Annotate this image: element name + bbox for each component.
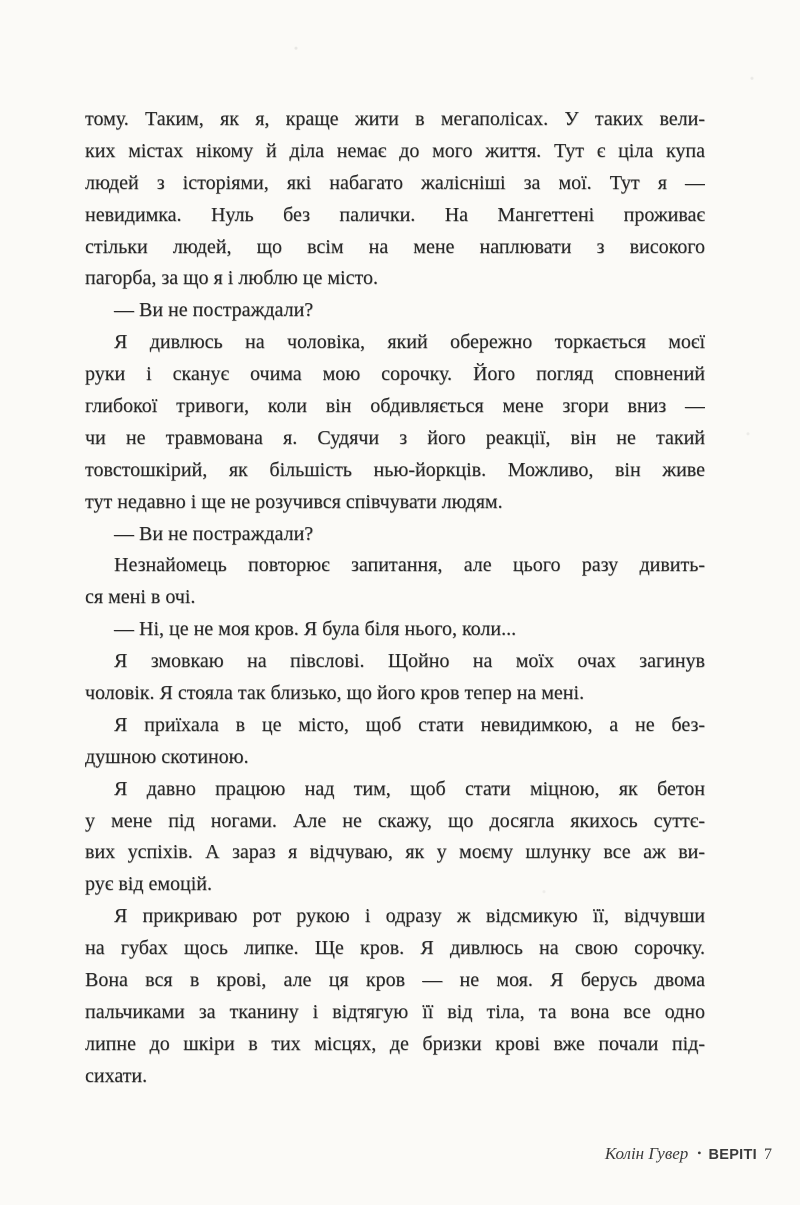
- text-line: Незнайомець повторює запитання, але цього разу дивить-: [114, 554, 705, 577]
- text-line: невидимка. Нуль без палички. На Мангеттені проживає: [85, 203, 705, 226]
- text-line: у мене під ногами. Але не скажу, що досягла якихось суттє-: [85, 809, 705, 832]
- text-line: пагорба, за що я і люблю це місто.: [85, 267, 378, 290]
- text-line: — Ні, це не моя кров. Я була біля нього, коли...: [114, 618, 517, 641]
- text-line: тут недавно і ще не розучився співчувати людям.: [85, 490, 503, 513]
- text-line: Я дивлюсь на чоловіка, який обережно торкається моєї: [114, 331, 705, 354]
- text-line: глибокої тривоги, коли він обдивляється мене згори вниз —: [85, 395, 705, 418]
- text-line: Я приїхала в це місто, щоб стати невидимкою, а не без-: [114, 713, 705, 736]
- footer-page-number: 7: [764, 1146, 772, 1163]
- text-line: душною скотиною.: [85, 745, 249, 768]
- text-line: людей з історіями, які набагато жалісніші за мої. Тут я —: [85, 171, 705, 194]
- text-line: пальчиками за тканину і відтягую її від тіла, та вона все одно: [85, 1000, 705, 1023]
- text-line: рує від емоцій.: [85, 873, 212, 896]
- text-line: сихати.: [85, 1064, 148, 1087]
- page-text-block: [85, 104, 705, 1093]
- text-line: чи не травмована я. Судячи з його реакції, він не такий: [85, 426, 705, 449]
- text-line: — Ви не постраждали?: [114, 522, 314, 545]
- text-line: Я давно працюю над тим, щоб стати міцною, як бетон: [114, 777, 705, 800]
- page-footer: [605, 1144, 772, 1164]
- text-line: товстошкірий, як більшість нью-йоркців. Можливо, він живе: [85, 458, 705, 481]
- text-line: липне до шкіри в тих місцях, де бризки крові вже почали під-: [85, 1032, 705, 1055]
- text-line: Я змовкаю на півслові. Щойно на моїх очах загинув: [114, 650, 705, 673]
- footer-book-title: ВЕРІТІ: [708, 1147, 757, 1163]
- text-line: — Ви не постраждали?: [114, 299, 314, 322]
- text-line: чоловік. Я стояла так близько, що його кров тепер на мені.: [85, 682, 585, 705]
- text-line: руки і сканує очима мою сорочку. Його погляд сповнений: [85, 363, 705, 386]
- text-line: на губах щось липке. Ще кров. Я дивлюсь на свою сорочку.: [85, 937, 705, 960]
- text-line: ся мені в очі.: [85, 586, 196, 609]
- text-line: ких містах нікому й діла немає до мого життя. Тут є ціла купа: [85, 139, 705, 162]
- text-line: вих успіхів. А зараз я відчуваю, як у моєму шлунку все аж ви-: [85, 841, 705, 864]
- text-line: Я прикриваю рот рукою і одразу ж відсмикую її, відчувши: [114, 905, 705, 928]
- footer-bullet-separator: •: [697, 1146, 702, 1160]
- text-line: стільки людей, що всім на мене наплювати з високого: [85, 235, 705, 258]
- text-line: тому. Таким, як я, краще жити в мегаполісах. У таких вели-: [85, 108, 705, 130]
- footer-author-name: Колін Гувер: [604, 1144, 689, 1163]
- text-line: Вона вся в крові, але ця кров — не моя. Я берусь двома: [85, 969, 705, 992]
